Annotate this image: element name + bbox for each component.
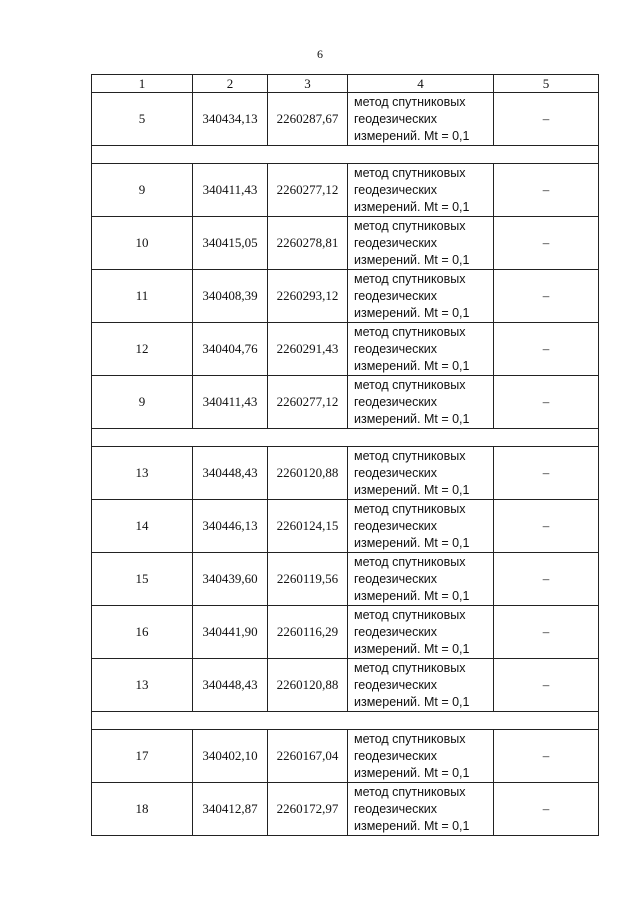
x-coordinate-cell: 340404,76 [193,323,268,376]
method-text-line: метод спутниковых [354,501,466,516]
table-row [92,270,599,323]
method-text-line: измерений. Mt = 0,1 [354,411,470,426]
method-text-line: измерений. Mt = 0,1 [354,482,470,497]
method-text-line: геодезических [354,571,438,586]
note-cell: – [494,553,599,606]
table-row [92,500,599,553]
method-text-line: метод спутниковых [354,324,466,339]
point-number-cell: 15 [92,553,193,606]
column-header: 3 [268,75,348,93]
method-text-line: метод спутниковых [354,271,466,286]
table-row [92,217,599,270]
method-text-line: геодезических [354,748,438,763]
x-coordinate-cell: 340411,43 [193,376,268,429]
method-text-line: геодезических [354,624,438,639]
note-cell: – [494,500,599,553]
point-number-cell: 16 [92,606,193,659]
note-cell: – [494,447,599,500]
note-cell: – [494,659,599,712]
method-text-line: измерений. Mt = 0,1 [354,588,470,603]
method-cell [348,730,494,783]
x-coordinate-cell: 340448,43 [193,659,268,712]
method-cell [348,659,494,712]
method-text-line: метод спутниковых [354,660,466,675]
method-text-line: измерений. Mt = 0,1 [354,694,470,709]
x-coordinate-cell: 340411,43 [193,164,268,217]
table-row [92,659,599,712]
method-cell [348,376,494,429]
group-separator-cell [92,429,599,447]
method-text-line: измерений. Mt = 0,1 [354,641,470,656]
method-text-line: геодезических [354,394,438,409]
table-row [92,447,599,500]
method-text-line: измерений. Mt = 0,1 [354,765,470,780]
point-number-cell: 13 [92,447,193,500]
column-header: 4 [348,75,494,93]
method-text-line: измерений. Mt = 0,1 [354,535,470,550]
coordinates-table [91,74,599,836]
page-number: 6 [317,47,323,61]
table-row [92,730,599,783]
y-coordinate-cell: 2260116,29 [268,606,348,659]
table-row [92,553,599,606]
note-cell: – [494,606,599,659]
group-separator-row [92,712,599,730]
x-coordinate-cell: 340448,43 [193,447,268,500]
method-text-line: геодезических [354,801,438,816]
table-row [92,376,599,429]
method-text-line: геодезических [354,288,438,303]
column-header: 5 [494,75,599,93]
point-number-cell: 14 [92,500,193,553]
note-cell: – [494,217,599,270]
note-cell: – [494,270,599,323]
y-coordinate-cell: 2260124,15 [268,500,348,553]
y-coordinate-cell: 2260172,97 [268,783,348,836]
point-number-cell: 9 [92,376,193,429]
table-row [92,606,599,659]
y-coordinate-cell: 2260291,43 [268,323,348,376]
point-number-cell: 10 [92,217,193,270]
table-row [92,164,599,217]
method-text-line: геодезических [354,182,438,197]
point-number-cell: 17 [92,730,193,783]
header-row [92,75,599,93]
method-text-line: метод спутниковых [354,218,466,233]
method-text-line: измерений. Mt = 0,1 [354,818,470,833]
y-coordinate-cell: 2260277,12 [268,164,348,217]
method-text-line: метод спутниковых [354,165,466,180]
table-row [92,93,599,146]
point-number-cell: 9 [92,164,193,217]
point-number-cell: 12 [92,323,193,376]
method-text-line: метод спутниковых [354,554,466,569]
y-coordinate-cell: 2260293,12 [268,270,348,323]
method-text-line: метод спутниковых [354,731,466,746]
note-cell: – [494,376,599,429]
method-cell [348,93,494,146]
column-header: 2 [193,75,268,93]
method-cell [348,217,494,270]
y-coordinate-cell: 2260287,67 [268,93,348,146]
table-row [92,323,599,376]
method-text-line: метод спутниковых [354,377,466,392]
x-coordinate-cell: 340412,87 [193,783,268,836]
y-coordinate-cell: 2260120,88 [268,447,348,500]
method-text-line: геодезических [354,518,438,533]
x-coordinate-cell: 340415,05 [193,217,268,270]
point-number-cell: 13 [92,659,193,712]
group-separator-row [92,429,599,447]
point-number-cell: 18 [92,783,193,836]
method-text-line: метод спутниковых [354,784,466,799]
method-text-line: геодезических [354,341,438,356]
group-separator-cell [92,146,599,164]
group-separator-cell [92,712,599,730]
point-number-cell: 5 [92,93,193,146]
method-text-line: измерений. Mt = 0,1 [354,305,470,320]
note-cell: – [494,730,599,783]
column-header: 1 [92,75,193,93]
table-body [92,75,599,836]
method-cell [348,164,494,217]
method-cell [348,606,494,659]
note-cell: – [494,164,599,217]
note-cell: – [494,93,599,146]
x-coordinate-cell: 340408,39 [193,270,268,323]
x-coordinate-cell: 340402,10 [193,730,268,783]
method-text-line: геодезических [354,111,438,126]
method-text-line: метод спутниковых [354,607,466,622]
method-text-line: геодезических [354,465,438,480]
method-cell [348,447,494,500]
x-coordinate-cell: 340434,13 [193,93,268,146]
note-cell: – [494,783,599,836]
method-text-line: геодезических [354,677,438,692]
method-text-line: измерений. Mt = 0,1 [354,252,470,267]
method-text-line: метод спутниковых [354,448,466,463]
table-row [92,783,599,836]
x-coordinate-cell: 340439,60 [193,553,268,606]
method-cell [348,270,494,323]
method-cell [348,553,494,606]
group-separator-row [92,146,599,164]
method-text-line: метод спутниковых [354,94,466,109]
method-text-line: измерений. Mt = 0,1 [354,128,470,143]
y-coordinate-cell: 2260120,88 [268,659,348,712]
method-cell [348,500,494,553]
point-number-cell: 11 [92,270,193,323]
method-cell [348,783,494,836]
note-cell: – [494,323,599,376]
method-text-line: измерений. Mt = 0,1 [354,199,470,214]
y-coordinate-cell: 2260277,12 [268,376,348,429]
x-coordinate-cell: 340441,90 [193,606,268,659]
y-coordinate-cell: 2260119,56 [268,553,348,606]
method-text-line: измерений. Mt = 0,1 [354,358,470,373]
method-cell [348,323,494,376]
y-coordinate-cell: 2260167,04 [268,730,348,783]
y-coordinate-cell: 2260278,81 [268,217,348,270]
method-text-line: геодезических [354,235,438,250]
x-coordinate-cell: 340446,13 [193,500,268,553]
